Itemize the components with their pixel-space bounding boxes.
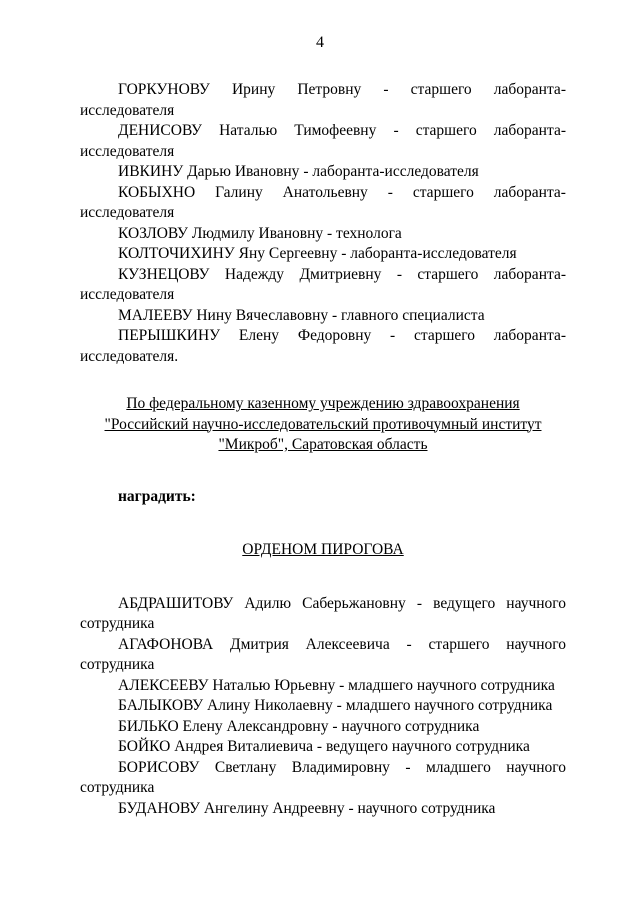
list-item: БУДАНОВУ Ангелину Андреевну - научного сотрудника (118, 799, 496, 817)
document-body (80, 80, 566, 819)
list-item: БОЙКО Андрея Виталиевича - ведущего научного сотрудника (118, 738, 530, 755)
list-item: АГАФОНОВА Дмитрия Алексеевича - старшего научного сотрудника (80, 635, 566, 673)
list-item: КОЗЛОВУ Людмилу Ивановну - технолога (118, 224, 402, 242)
organization-line: "Российский научно-исследовательский противочумный институт (104, 415, 542, 433)
list-item: ИВКИНУ Дарью Ивановну - лаборанта-исследователя (118, 163, 479, 180)
list-item: АБДРАШИТОВУ Адилю Саберьжановну - ведущего научного сотрудника (80, 594, 566, 632)
page-number: 4 (316, 34, 324, 51)
organization-heading (80, 394, 566, 456)
list-item: ГОРКУНОВУ Ирину Петровну - старшего лаборанта-исследователя (80, 81, 566, 119)
list-item: КОЛТОЧИХИНУ Яну Сергеевну - лаборанта-исследователя (118, 245, 517, 262)
list-item: БОРИСОВУ Светлану Владимировну - младшего научного сотрудника (80, 758, 567, 796)
list-item: БИЛЬКО Елену Александровну - научного сотрудника (118, 717, 480, 735)
list-item: БАЛЫКОВУ Алину Николаевну - младшего научного сотрудника (118, 697, 553, 714)
list-item: КОБЫХНО Галину Анатольевну - старшего лаборанта-исследователя (80, 183, 566, 221)
recipients-list-lab (80, 80, 566, 367)
list-item: АЛЕКСЕЕВУ Наталью Юрьевну - младшего научного сотрудника (118, 676, 555, 694)
organization-line: По федеральному казенному учреждению здравоохранения (126, 395, 520, 412)
recipients-list-order (80, 594, 566, 820)
list-item: МАЛЕЕВУ Нину Вячеславовну - главного специалиста (118, 306, 485, 324)
list-item: ПЕРЫШКИНУ Елену Федоровну - старшего лаборанта-исследователя. (80, 327, 566, 365)
organization-line: "Микроб", Саратовская область (218, 436, 428, 453)
list-item: КУЗНЕЦОВУ Надежду Дмитриевну - старшего лаборанта-исследователя (80, 265, 566, 303)
award-command: наградить: (118, 487, 196, 505)
list-item: ДЕНИСОВУ Наталью Тимофеевну - старшего лаборанта-исследователя (80, 122, 566, 160)
award-title: ОРДЕНОМ ПИРОГОВА (242, 541, 404, 558)
